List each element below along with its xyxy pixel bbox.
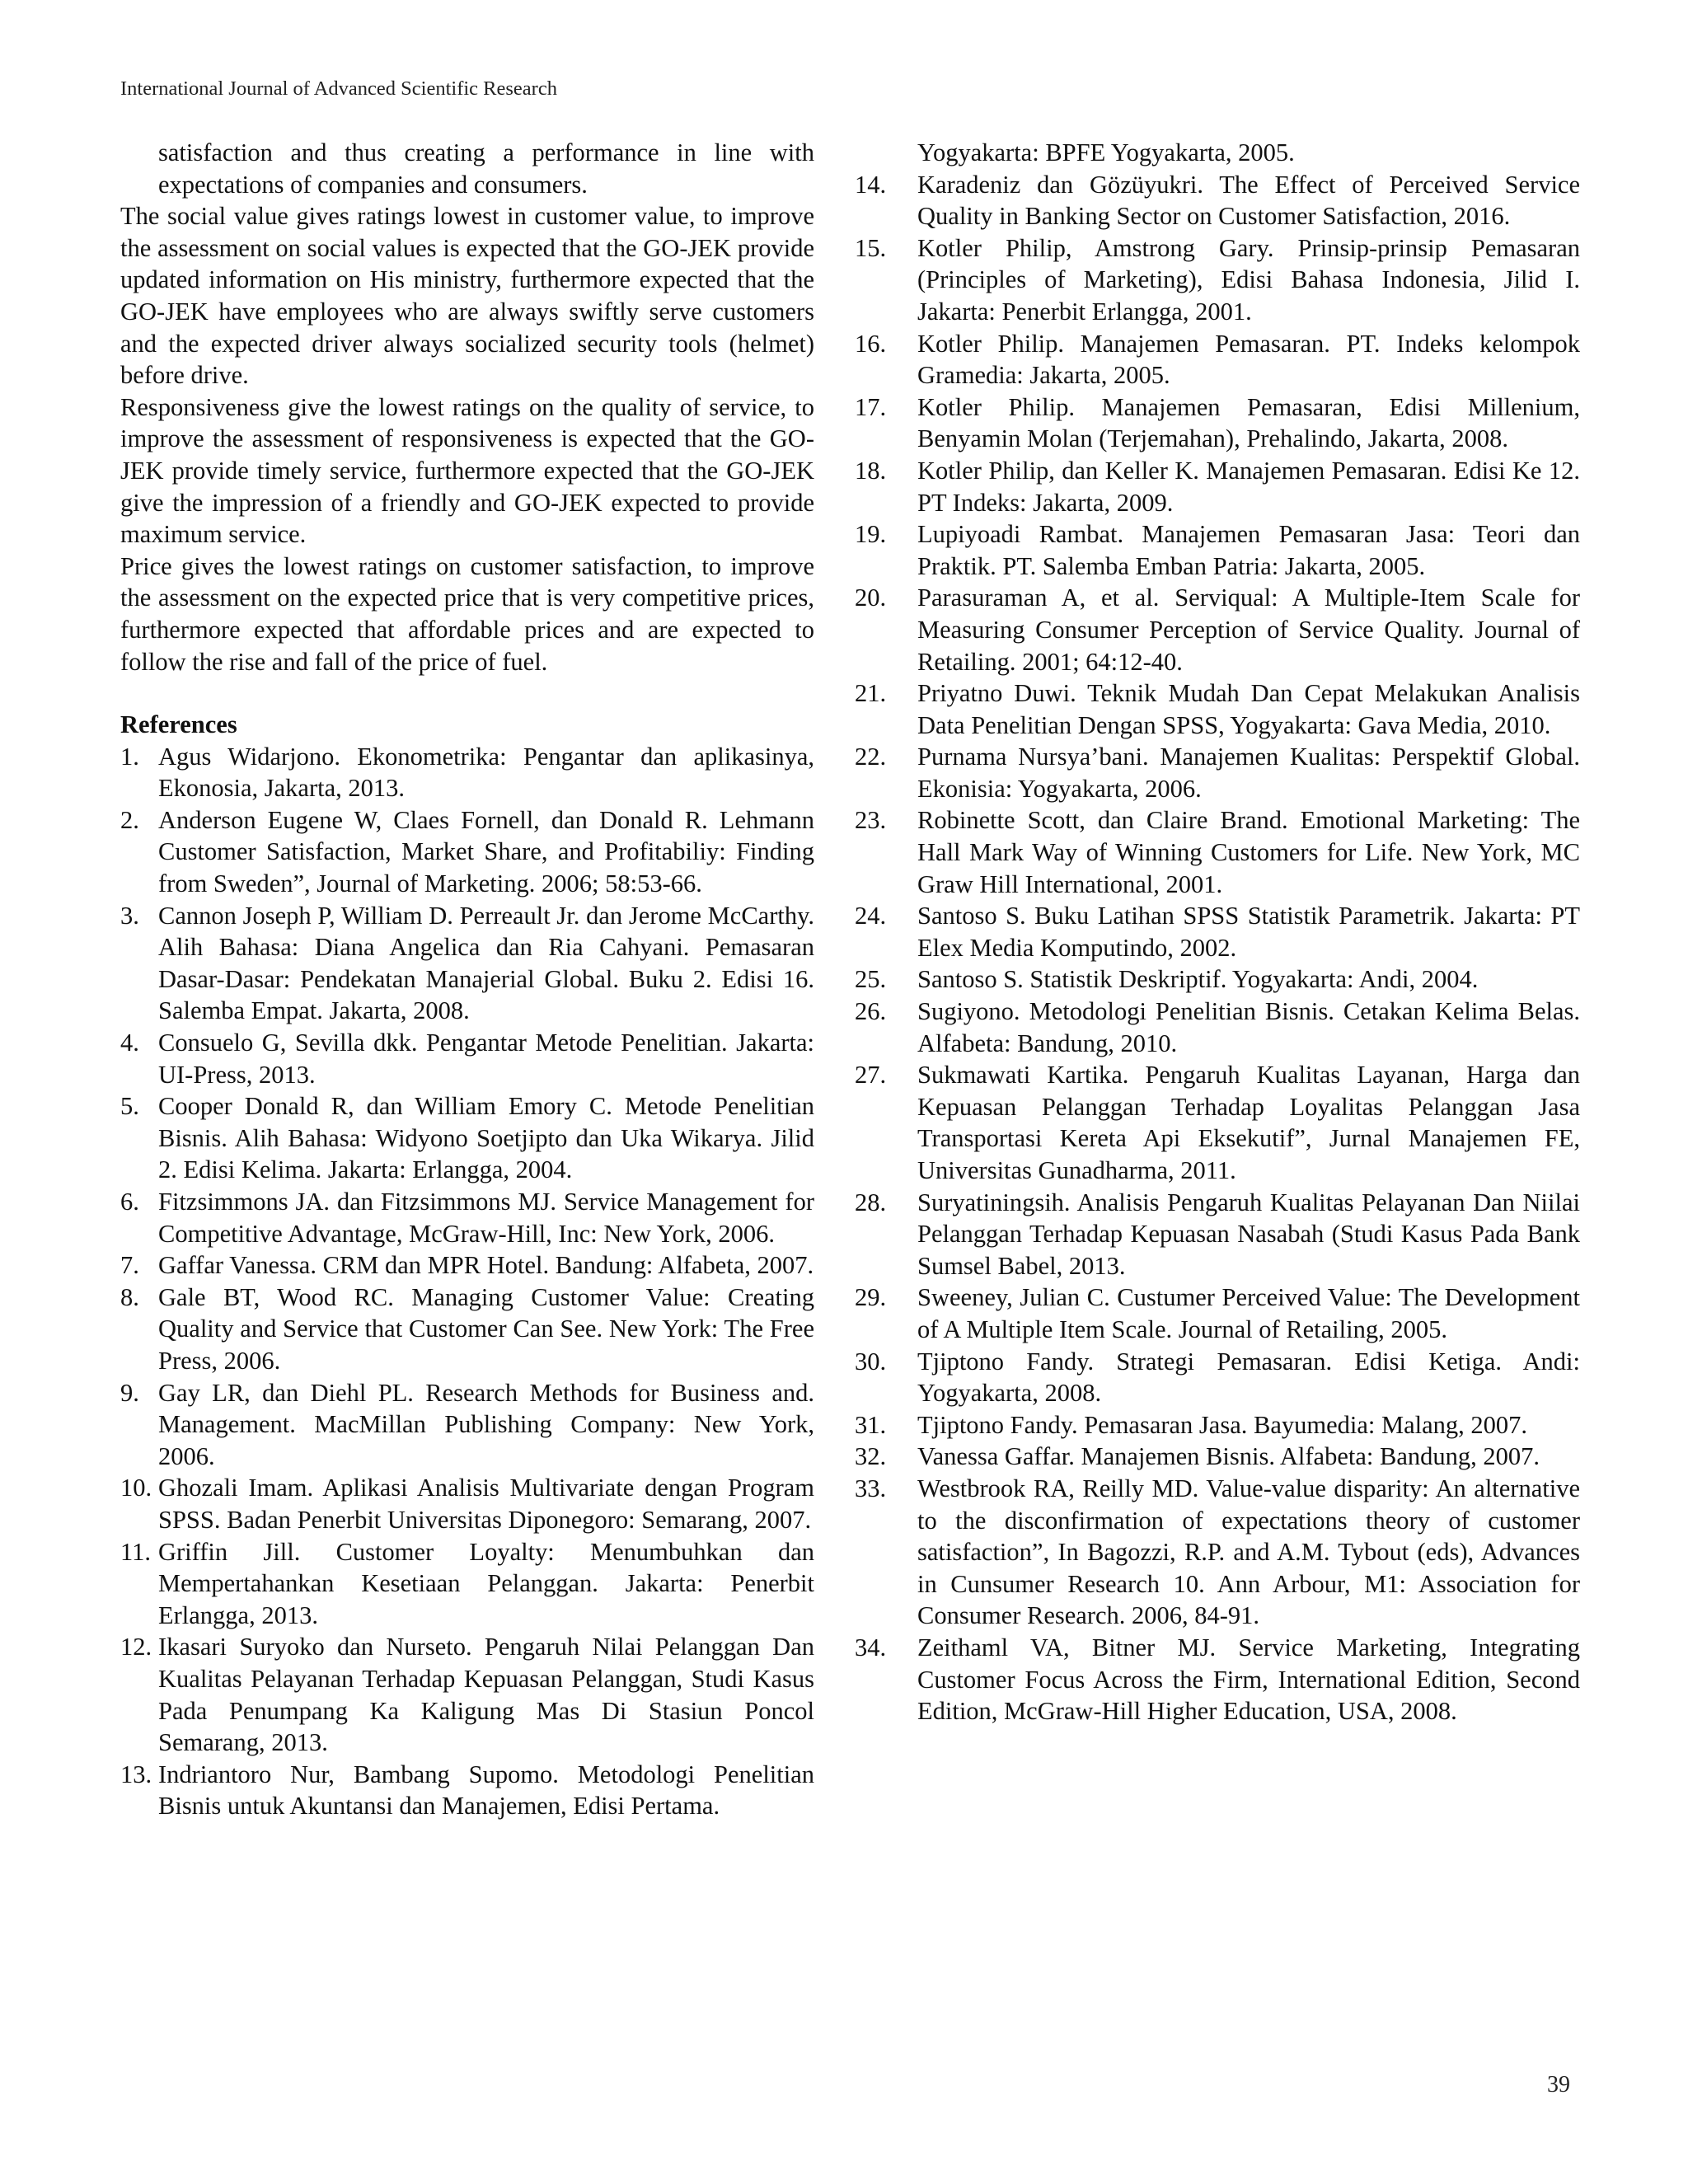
reference-number: 31. bbox=[855, 1410, 887, 1439]
body-paragraph-responsiveness: Responsiveness give the lowest ratings on the quality of service, to improve the assessment of responsiveness is expected that the GO-JEK provide timely service, furthermore expected that the GO-JEK give the impression of a friendly and GO-JEK expected to provide maximum service. bbox=[120, 392, 814, 549]
reference-text: Consuelo G, Sevilla dkk. Pengantar Metode Penelitian. Jakarta: UI-Press, 2013. bbox=[158, 1029, 814, 1089]
reference-number: 27. bbox=[855, 1061, 887, 1090]
reference-number: 17. bbox=[855, 392, 887, 421]
reference-text: Gay LR, dan Diehl PL. Research Methods for Business and. Management. MacMillan Publishing Company: New York, 2006. bbox=[158, 1378, 814, 1470]
body-paragraph-price: Price gives the lowest ratings on customer satisfaction, to improve the assessment on the expected price that is very competitive prices, furthermore expected that affordable prices and are expected to follow the rise and fall of the price of fuel. bbox=[120, 551, 814, 676]
reference-number: 30. bbox=[855, 1347, 887, 1376]
reference-text: Tjiptono Fandy. Strategi Pemasaran. Edisi Ketiga. Andi: Yogyakarta, 2008. bbox=[917, 1347, 1580, 1408]
reference-item bbox=[120, 1027, 814, 1090]
reference-text: Santoso S. Statistik Deskriptif. Yogyakarta: Andi, 2004. bbox=[917, 965, 1479, 994]
reference-number: 16. bbox=[855, 329, 887, 358]
reference-number: 19. bbox=[855, 520, 887, 549]
reference-text: Westbrook RA, Reilly MD. Value-value disparity: An alternative to the disconfirmation of expectations theory of customer satisfaction”, In Bagozzi, R.P. and A.M. Tybout (eds), Advances in Cunsumer Research 10. Ann Arbour, M1: Association for Consumer Research. 2006, 84-91. bbox=[917, 1474, 1580, 1630]
reference-item bbox=[120, 1631, 814, 1758]
reference-item bbox=[120, 1472, 814, 1535]
reference-item bbox=[855, 169, 1580, 232]
reference-text: Santoso S. Buku Latihan SPSS Statistik Parametrik. Jakarta: PT Elex Media Komputindo, 2002. bbox=[917, 902, 1580, 962]
reference-number: 24. bbox=[855, 902, 887, 930]
reference-item bbox=[120, 1186, 814, 1249]
reference-number: 4. bbox=[120, 1029, 139, 1057]
reference-item bbox=[855, 1441, 1580, 1473]
reference-text: Anderson Eugene W, Claes Fornell, dan Donald R. Lehmann Customer Satisfaction, Market Share, and Profitabiliy: Finding from Sweden”, Journal of Marketing. 2006; 58:53-66. bbox=[158, 805, 814, 898]
reference-item bbox=[120, 900, 814, 1027]
reference-number: 5. bbox=[120, 1092, 139, 1121]
reference-text: Robinette Scott, dan Claire Brand. Emotional Marketing: The Hall Mark Way of Winning Customers for Life. New York, MC Graw Hill International, 2001. bbox=[917, 806, 1580, 898]
reference-number: 25. bbox=[855, 965, 887, 994]
reference-text: Lupiyoadi Rambat. Manajemen Pemasaran Jasa: Teori dan Praktik. PT. Salemba Emban Patria: Jakarta, 2005. bbox=[917, 520, 1580, 580]
reference-item bbox=[855, 1187, 1580, 1282]
reference-text: Sukmawati Kartika. Pengaruh Kualitas Layanan, Harga dan Kepuasan Pelanggan Terhadap Loyalitas Pelanggan Jasa Transportasi Kereta Api Eksekutif”, Jurnal Manajemen FE, Universitas Gunadharma, 2011. bbox=[917, 1061, 1580, 1184]
reference-item bbox=[855, 518, 1580, 582]
reference-number: 26. bbox=[855, 997, 887, 1026]
reference-number: 20. bbox=[855, 583, 887, 612]
reference-item bbox=[120, 1282, 814, 1377]
page-number: 39 bbox=[1547, 2072, 1570, 2097]
reference-text: Purnama Nursya’bani. Manajemen Kualitas: Perspektif Global. Ekonisia: Yogyakarta, 2006. bbox=[917, 743, 1580, 803]
reference-text: Kotler Philip. Manajemen Pemasaran, Edisi Millenium, Benyamin Molan (Terjemahan), Prehalindo, Jakarta, 2008. bbox=[917, 392, 1580, 453]
reference-text: Priyatno Duwi. Teknik Mudah Dan Cepat Melakukan Analisis Data Penelitian Dengan SPSS, Yogyakarta: Gava Media, 2010. bbox=[917, 679, 1580, 739]
reference-item bbox=[855, 232, 1580, 328]
right-column bbox=[855, 137, 1580, 1727]
reference-number: 34. bbox=[855, 1633, 887, 1661]
reference-number: 1. bbox=[120, 742, 139, 771]
reference-item bbox=[855, 1346, 1580, 1409]
reference-item bbox=[855, 1473, 1580, 1632]
reference-number: 13. bbox=[120, 1760, 152, 1788]
reference-text: Sugiyono. Metodologi Penelitian Bisnis. Cetakan Kelima Belas. Alfabeta: Bandung, 2010. bbox=[917, 997, 1580, 1057]
reference-item bbox=[855, 1059, 1580, 1186]
reference-number: 22. bbox=[855, 743, 887, 771]
reference-item bbox=[120, 741, 814, 804]
reference-text: Karadeniz dan Gözüyukri. The Effect of Perceived Service Quality in Banking Sector on Customer Satisfaction, 2016. bbox=[917, 170, 1580, 231]
reference-text: Fitzsimmons JA. dan Fitzsimmons MJ. Service Management for Competitive Advantage, McGraw-Hill, Inc: New York, 2006. bbox=[158, 1188, 814, 1248]
continued-paragraph: satisfaction and thus creating a performance in line with expectations of companies and consumers. bbox=[158, 138, 814, 199]
reference-text: Yogyakarta: BPFE Yogyakarta, 2005. bbox=[917, 138, 1295, 166]
reference-number: 12. bbox=[120, 1633, 152, 1661]
reference-number: 8. bbox=[120, 1282, 139, 1311]
reference-item bbox=[120, 1377, 814, 1473]
reference-text: Agus Widarjono. Ekonometrika: Pengantar dan aplikasinya, Ekonosia, Jakarta, 2013. bbox=[158, 742, 814, 803]
reference-text: Vanessa Gaffar. Manajemen Bisnis. Alfabeta: Bandung, 2007. bbox=[917, 1442, 1540, 1471]
reference-number: 7. bbox=[120, 1251, 139, 1280]
reference-item bbox=[120, 1536, 814, 1632]
reference-number: 3. bbox=[120, 901, 139, 930]
reference-item bbox=[855, 1409, 1580, 1441]
reference-item bbox=[855, 741, 1580, 804]
reference-text: Kotler Philip, dan Keller K. Manajemen Pemasaran. Edisi Ke 12. PT Indeks: Jakarta, 2009. bbox=[917, 456, 1580, 517]
left-column bbox=[120, 137, 814, 1822]
reference-text: Griffin Jill. Customer Loyalty: Menumbuhkan dan Mempertahankan Kesetiaan Pelanggan. Jakarta: Penerbit Erlangga, 2013. bbox=[158, 1537, 814, 1629]
reference-number: 23. bbox=[855, 806, 887, 835]
references-list-left bbox=[120, 741, 814, 1822]
reference-text: Zeithaml VA, Bitner MJ. Service Marketing, Integrating Customer Focus Across the Firm, International Edition, Second Edition, McGraw-Hill Higher Education, USA, 2008. bbox=[917, 1633, 1580, 1726]
reference-text: Sweeney, Julian C. Custumer Perceived Value: The Development of A Multiple Item Scale. Journal of Retailing, 2005. bbox=[917, 1283, 1580, 1343]
body-paragraph-social-value: The social value gives ratings lowest in customer value, to improve the assessment on social values is expected that the GO-JEK provide updated information on His ministry, furthermore expected that the GO-JEK have employees who are always swiftly serve customers and the expected driver always socialized security tools (helmet) before drive. bbox=[120, 202, 814, 390]
reference-item bbox=[855, 996, 1580, 1059]
references-list-right bbox=[855, 137, 1580, 1727]
reference-item bbox=[855, 963, 1580, 996]
journal-header: International Journal of Advanced Scientific Research bbox=[120, 77, 557, 100]
reference-number: 21. bbox=[855, 679, 887, 708]
reference-number: 29. bbox=[855, 1283, 887, 1312]
reference-text: Kotler Philip. Manajemen Pemasaran. PT. Indeks kelompok Gramedia: Jakarta, 2005. bbox=[917, 329, 1580, 390]
reference-item bbox=[855, 677, 1580, 741]
reference-item bbox=[120, 1090, 814, 1186]
reference-text: Cannon Joseph P, William D. Perreault Jr. dan Jerome McCarthy. Alih Bahasa: Diana Angelica dan Ria Cahyani. Pemasaran Dasar-Dasar: Pendekatan Manajerial Global. Buku 2. Edisi 16. Salemba Empat. Jakarta, 2008. bbox=[158, 901, 814, 1025]
reference-text: Gale BT, Wood RC. Managing Customer Value: Creating Quality and Service that Customer Can See. New York: The Free Press, 2006. bbox=[158, 1282, 814, 1375]
reference-item bbox=[855, 328, 1580, 391]
reference-number: 2. bbox=[120, 805, 139, 834]
reference-item bbox=[120, 1759, 814, 1822]
reference-item bbox=[855, 1282, 1580, 1345]
reference-item bbox=[120, 804, 814, 900]
reference-text: Indriantoro Nur, Bambang Supomo. Metodologi Penelitian Bisnis untuk Akuntansi dan Manajemen, Edisi Pertama. bbox=[158, 1760, 814, 1821]
reference-number: 18. bbox=[855, 456, 887, 485]
reference-item bbox=[855, 804, 1580, 900]
reference-number: 10. bbox=[120, 1474, 152, 1502]
reference-item bbox=[120, 1249, 814, 1282]
reference-item bbox=[855, 900, 1580, 963]
reference-number: 33. bbox=[855, 1474, 887, 1502]
reference-number: 32. bbox=[855, 1442, 887, 1471]
reference-number: 11. bbox=[120, 1537, 151, 1566]
reference-number: 9. bbox=[120, 1378, 139, 1407]
reference-item bbox=[855, 455, 1580, 518]
reference-text: Parasuraman A, et al. Serviqual: A Multiple-Item Scale for Measuring Consumer Perception of Service Quality. Journal of Retailing. 2001; 64:12-40. bbox=[917, 583, 1580, 676]
reference-text: Cooper Donald R, dan William Emory C. Metode Penelitian Bisnis. Alih Bahasa: Widyono Soetjipto dan Uka Wikarya. Jilid 2. Edisi Kelima. Jakarta: Erlangga, 2004. bbox=[158, 1092, 814, 1184]
reference-number: 15. bbox=[855, 233, 887, 262]
reference-item bbox=[886, 137, 1580, 169]
reference-item bbox=[855, 582, 1580, 677]
reference-text: Ghozali Imam. Aplikasi Analisis Multivariate dengan Program SPSS. Badan Penerbit Universitas Diponegoro: Semarang, 2007. bbox=[158, 1474, 814, 1534]
reference-item bbox=[855, 1632, 1580, 1727]
reference-text: Tjiptono Fandy. Pemasaran Jasa. Bayumedia: Malang, 2007. bbox=[917, 1410, 1528, 1439]
reference-text: Gaffar Vanessa. CRM dan MPR Hotel. Bandung: Alfabeta, 2007. bbox=[158, 1251, 814, 1280]
reference-text: Kotler Philip, Amstrong Gary. Prinsip-prinsip Pemasaran (Principles of Marketing), Edisi Bahasa Indonesia, Jilid I. Jakarta: Penerbit Erlangga, 2001. bbox=[917, 233, 1580, 326]
reference-number: 28. bbox=[855, 1188, 887, 1216]
reference-number: 6. bbox=[120, 1188, 139, 1216]
reference-number: 14. bbox=[855, 170, 887, 199]
reference-text: Suryatiningsih. Analisis Pengaruh Kualitas Pelayanan Dan Niilai Pelanggan Terhadap Kepuasan Nasabah (Studi Kasus Pada Bank Sumsel Babel, 2013. bbox=[917, 1188, 1580, 1280]
reference-item bbox=[855, 391, 1580, 455]
references-heading: References bbox=[120, 710, 237, 739]
reference-text: Ikasari Suryoko dan Nurseto. Pengaruh Nilai Pelanggan Dan Kualitas Pelayanan Terhadap Kepuasan Pelanggan, Studi Kasus Pada Penumpang Ka Kaligung Mas Di Stasiun Poncol Semarang, 2013. bbox=[158, 1633, 814, 1757]
